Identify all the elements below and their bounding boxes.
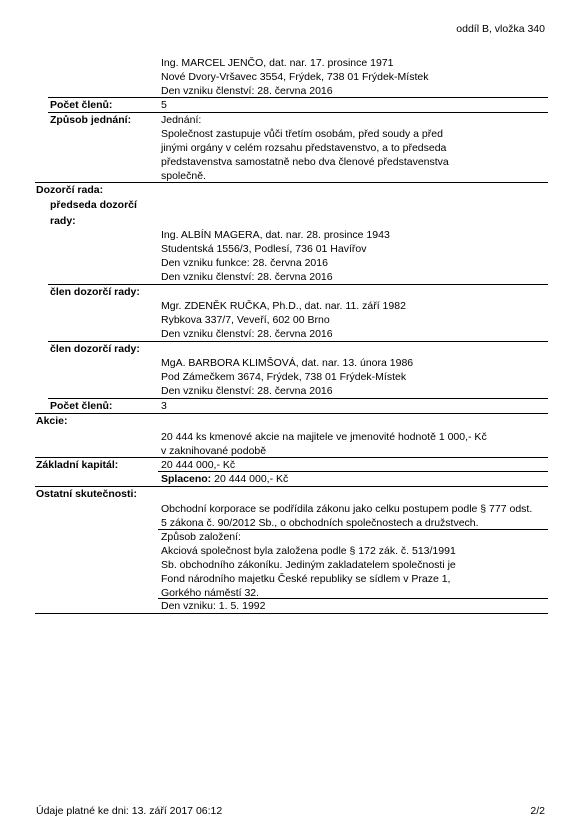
- other-line: Gorkého náměstí 32.: [161, 587, 260, 599]
- entry-line: Den vzniku členství: 28. června 2016: [161, 271, 333, 283]
- shares-line: v zaknihované podobě: [161, 445, 267, 457]
- divider: [48, 398, 548, 399]
- footer-valid-date: Údaje platné ke dni: 13. září 2017 06:12: [36, 805, 223, 817]
- board-count-label: Počet členů:: [50, 99, 113, 111]
- other-para2: [161, 530, 456, 600]
- paid-capital: [161, 472, 288, 486]
- chair-label-line1: předseda dozorčí: [50, 199, 137, 211]
- entry-line: Den vzniku členství: 28. června 2016: [161, 85, 333, 97]
- board-count-value: 5: [161, 99, 167, 111]
- other-facts-label: Ostatní skutečnosti:: [36, 488, 137, 500]
- page-number: 2/2: [530, 805, 545, 817]
- shares-label: Akcie:: [36, 415, 68, 427]
- section-reference: oddíl B, vložka 340: [456, 23, 545, 35]
- entry-line: Ing. ALBÍN MAGERA, dat. nar. 28. prosince 1943: [161, 229, 390, 241]
- board-member-entry: [161, 56, 428, 98]
- shares-text: [161, 430, 487, 458]
- member1-label: člen dozorčí rady:: [50, 286, 140, 298]
- entry-line: Studentská 1556/3, Podlesí, 736 01 Havířov: [161, 243, 367, 255]
- other-line: 5 zákona č. 90/2012 Sb., o obchodních společnostech a družstvech.: [161, 517, 479, 529]
- supervisory-count-label: Počet členů:: [50, 400, 113, 412]
- entry-line: Rybkova 337/7, Veveří, 602 00 Brno: [161, 314, 330, 326]
- entry-line: Nové Dvory-Vršavec 3554, Frýdek, 738 01 Frýdek-Místek: [161, 71, 429, 83]
- entry-line: MgA. BARBORA KLIMŠOVÁ, dat. nar. 13. února 1986: [161, 357, 414, 369]
- other-line: Způsob založení:: [161, 531, 241, 543]
- supervisory-board-label: Dozorčí rada:: [36, 184, 104, 196]
- acting-line: Společnost zastupuje vůči třetím osobám, před soudy a před: [161, 128, 443, 140]
- founding-date: Den vzniku: 1. 5. 1992: [161, 600, 266, 612]
- section-divider: [35, 413, 548, 414]
- acting-line: jinými orgány v celém rozsahu představenstvo, a to předseda: [161, 142, 447, 154]
- paid-label: Splaceno:: [161, 473, 212, 485]
- acting-line: Jednání:: [161, 114, 202, 126]
- member2-entry: [161, 356, 413, 398]
- shares-line: 20 444 ks kmenové akcie na majitele ve jmenovité hodnotě 1 000,- Kč: [161, 431, 487, 443]
- acting-label: Způsob jednání:: [50, 114, 132, 126]
- paid-value: 20 444 000,- Kč: [214, 473, 289, 485]
- entry-line: Den vzniku členství: 28. června 2016: [161, 328, 333, 340]
- divider: [48, 97, 548, 98]
- chair-entry: [161, 228, 390, 284]
- capital-label: Základní kapitál:: [36, 459, 119, 471]
- other-para1: [161, 502, 532, 530]
- acting-text: [161, 113, 449, 183]
- other-line: Obchodní korporace se podřídila zákonu jako celku postupem podle § 777 odst.: [161, 503, 533, 515]
- entry-line: Den vzniku členství: 28. června 2016: [161, 385, 333, 397]
- chair-label-line2: rady:: [50, 215, 76, 227]
- other-line: Akciová společnost byla založena podle § 172 zák. č. 513/1991: [161, 545, 456, 557]
- member2-label: člen dozorčí rady:: [50, 343, 140, 355]
- capital-value: 20 444 000,- Kč: [161, 459, 236, 471]
- entry-line: Pod Zámečkem 3674, Frýdek, 738 01 Frýdek-Místek: [161, 371, 407, 383]
- section-divider: [35, 613, 548, 614]
- acting-line: společně.: [161, 170, 206, 182]
- other-line: Sb. obchodního zákoníku. Jediným zakladatelem společnosti je: [161, 559, 456, 571]
- other-line: Fond národního majetku České republiky se sídlem v Praze 1,: [161, 573, 451, 585]
- section-divider: [35, 182, 548, 183]
- entry-line: Den vzniku funkce: 28. června 2016: [161, 257, 328, 269]
- member1-entry: [161, 299, 406, 341]
- entry-line: Mgr. ZDENĚK RUČKA, Ph.D., dat. nar. 11. září 1982: [161, 300, 406, 312]
- acting-line: představenstva samostatně nebo dva členové představenstva: [161, 156, 449, 168]
- entry-line: Ing. MARCEL JENČO, dat. nar. 17. prosince 1971: [161, 57, 394, 69]
- supervisory-count-value: 3: [161, 400, 167, 412]
